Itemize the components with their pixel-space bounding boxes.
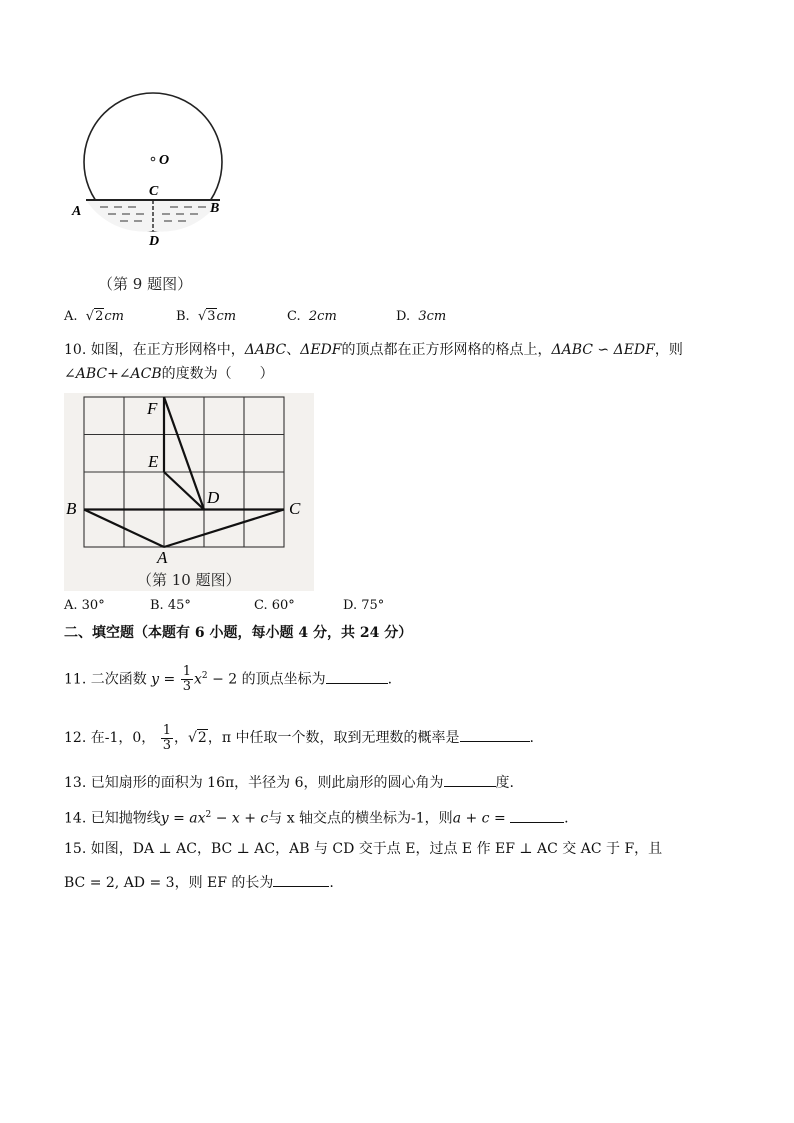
triangle-abc: ΔABC <box>244 342 287 358</box>
numerator: 1 <box>182 664 191 680</box>
variable-x: x <box>194 671 202 688</box>
period: . <box>529 730 534 746</box>
label-d: D <box>149 234 160 249</box>
triangle-edf: ΔEDF <box>300 342 342 358</box>
function-lhs: y = <box>151 671 176 688</box>
q9-option-d <box>396 309 446 324</box>
section-2-heading: 二、填空题（本题有 6 小题，每小题 4 分，共 24 分） <box>64 625 413 641</box>
q9-figure-caption: （第 9 题图） <box>98 275 193 293</box>
q9-circle-figure <box>70 85 240 260</box>
sqrt-expr: √2 <box>188 730 207 746</box>
q9-option-c <box>287 309 337 324</box>
stem-text: 在-1，0， <box>90 730 156 746</box>
label-f: F <box>147 399 158 418</box>
option-letter: A. <box>64 309 78 324</box>
figure-caption: （第 10 题图） <box>137 571 241 589</box>
stem-text: 如图，在正方形网格中， <box>90 342 245 358</box>
numerator: 1 <box>162 722 171 738</box>
q10-option-a: A. 30° <box>64 598 105 613</box>
question-number: 11. <box>64 671 87 688</box>
stem-text: 的度数为（ ） <box>161 366 274 382</box>
separator: 、 <box>286 342 301 358</box>
label-c: C <box>149 184 159 199</box>
radicand: 2 <box>197 730 207 746</box>
stem-text: 度. <box>495 775 514 791</box>
q10-option-c: C. 60° <box>254 598 295 613</box>
denominator: 3 <box>162 737 171 753</box>
question-number: 14. <box>64 810 87 827</box>
question-number: 10. <box>64 342 87 358</box>
option-letter: B. <box>176 309 190 324</box>
question-number: 13. <box>64 775 87 791</box>
q14-line <box>64 805 569 829</box>
unit: cm <box>104 309 124 324</box>
period: . <box>329 875 334 891</box>
q12-line <box>64 720 534 756</box>
parabola-eq-tail: − x + c <box>211 810 269 827</box>
stem-text: 已知扇形的面积为 16π，半径为 6，则此扇形的圆心角为 <box>90 775 444 791</box>
q15-line-2 <box>64 872 334 893</box>
fraction-one-third <box>181 665 193 694</box>
unit: cm <box>216 309 237 324</box>
answer-blank[interactable] <box>460 727 530 742</box>
q10-stem-line-2 <box>64 364 274 384</box>
q9-option-b <box>176 309 236 324</box>
label-b: B <box>210 201 220 216</box>
q10-option-d: D. 75° <box>343 598 385 613</box>
q10-grid-figure <box>64 393 314 591</box>
q11-line <box>64 658 392 698</box>
option-letter: D. <box>396 309 411 324</box>
stem-text: ，π 中任取一个数，取到无理数的概率是 <box>207 730 460 746</box>
label-a: A <box>157 548 168 567</box>
stem-text: 如图，DA ⊥ AC，BC ⊥ AC，AB 与 CD 交于点 E，过点 E 作 EF ⊥ AC 交 AC 于 F，且 <box>90 841 663 857</box>
label-d: D <box>207 488 220 507</box>
angle-expr: ∠ABC+∠ACB <box>64 366 162 382</box>
option-value: 3cm <box>418 309 447 324</box>
exponent: 2 <box>205 810 212 820</box>
stem-text: 的顶点坐标为 <box>241 671 326 688</box>
answer-blank[interactable] <box>326 669 388 684</box>
q10-stem-line-1 <box>64 340 683 360</box>
q9-option-a <box>64 309 124 324</box>
stem-text: 已知抛物线 <box>90 810 161 827</box>
label-c: C <box>289 499 301 518</box>
q10-option-b: B. 45° <box>150 598 191 613</box>
radicand: 3 <box>207 309 216 324</box>
question-number: 12. <box>64 730 87 746</box>
center-point <box>151 157 155 161</box>
answer-blank[interactable] <box>273 872 329 887</box>
label-b: B <box>66 499 77 518</box>
stem-text: ，则 <box>654 342 683 358</box>
period: . <box>387 671 393 688</box>
denominator: 3 <box>182 679 191 695</box>
parabola-eq: y = ax <box>160 810 206 827</box>
fraction-one-third <box>161 724 173 753</box>
separator: ， <box>174 730 188 746</box>
option-letter: C. <box>287 309 301 324</box>
stem-text: 的顶点都在正方形网格的格点上， <box>341 342 552 358</box>
sqrt-expr: √3 <box>197 309 216 324</box>
constant-term: − 2 <box>207 671 238 688</box>
stem-text: BC = 2, AD = 3，则 EF 的长为 <box>64 875 274 891</box>
question-number: 15. <box>64 841 87 857</box>
radicand: 2 <box>95 309 104 324</box>
sqrt-expr: √2 <box>85 309 104 324</box>
stem-text: 二次函数 <box>90 671 147 688</box>
answer-blank[interactable] <box>444 772 496 787</box>
q13-line <box>64 772 514 793</box>
stem-text: 与 x 轴交点的横坐标为-1，则 <box>268 810 453 827</box>
answer-blank[interactable] <box>510 808 564 823</box>
label-a: A <box>72 204 82 219</box>
label-e: E <box>148 452 159 471</box>
q15-line-1 <box>64 839 662 859</box>
option-value: 2cm <box>308 309 337 324</box>
label-o: O <box>159 153 170 168</box>
sum-expr: a + c = <box>452 810 506 827</box>
exponent: 2 <box>201 671 208 681</box>
period: . <box>564 810 569 827</box>
similarity-expr: ΔABC ∽ ΔEDF <box>551 342 655 358</box>
